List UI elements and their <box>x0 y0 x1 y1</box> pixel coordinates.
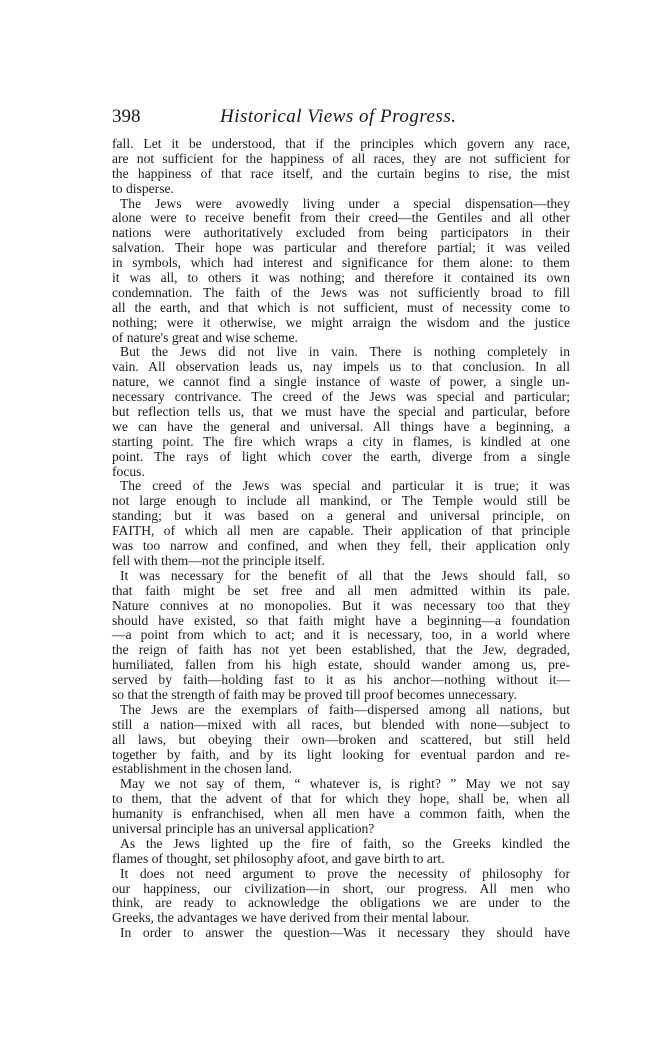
text-line: it was all, to others it was nothing; and therefore it contained its own <box>112 270 570 286</box>
text-line: flames of thought, set philosophy afoot, and gave birth to art. <box>112 850 445 866</box>
text-line: As the Jews lighted up the fire of faith, so the Greeks kindled the <box>120 835 570 851</box>
text-line: —a point from which to act; and it is necessary, too, in a world where <box>112 627 570 643</box>
text-line: fall. Let it be understood, that if the principles which govern any race, <box>112 136 570 151</box>
text-line: the reign of faith has not yet been established, that the Jew, degraded, <box>112 642 570 658</box>
text-line: The Jews were avowedly living under a special dispensation—they <box>120 195 570 211</box>
text-line: the happiness of that race itself, and the curtain begins to rise, the mist <box>112 165 570 181</box>
text-line: to disperse. <box>112 180 174 196</box>
text-line: The creed of the Jews was special and particular it is true; it was <box>120 478 570 494</box>
text-line: standing; but it was based on a general and universal principle, on <box>112 508 570 524</box>
text-line: Greeks, the advantages we have derived from their mental labour. <box>112 910 470 926</box>
text-line: May we not say of them, “ whatever is, is right? ” May we not say <box>120 776 570 792</box>
text-line: focus. <box>112 463 145 479</box>
running-title: Historical Views of Progress. <box>220 106 457 127</box>
text-line: nothing; were it otherwise, we might arraign the wisdom and the justice <box>112 314 570 330</box>
text-line: served by faith—holding fast to it as his anchor—nothing without it— <box>112 672 570 688</box>
text-line: humanity is enfranchised, when all men have a common faith, when the <box>112 806 570 822</box>
text-line: condemnation. The faith of the Jews was not sufficiently broad to fill <box>112 284 570 300</box>
text-line: establishment in the chosen land. <box>112 761 293 777</box>
text-line: In order to answer the question—Was it necessary they should have <box>120 925 570 941</box>
text-line: alone were to receive benefit from their creed—the Gentiles and all other <box>112 210 570 226</box>
text-line: nations were authoritatively excluded from being participators in their <box>112 225 570 241</box>
text-line: but reflection tells us, that we must have the special and particular, before <box>112 404 570 420</box>
text-line: nature, we cannot find a single instance of waste of power, a single un- <box>112 374 570 390</box>
text-line: that faith might be set free and all men admitted within its pale. <box>112 582 570 598</box>
text-line: was too narrow and confined, and when they fell, their application only <box>112 538 570 554</box>
text-line: point. The rays of light which cover the earth, diverge from a single <box>112 448 570 464</box>
text-line: so that the strength of faith may be proved till proof becomes unnecessary. <box>112 686 517 702</box>
text-line: in symbols, which had interest and significance for them alone: to them <box>112 255 570 271</box>
text-line: still a nation—mixed with all races, but blended with none—subject to <box>112 716 570 732</box>
text-line: should have existed, so that faith might have a beginning—a foundation <box>112 612 570 628</box>
page-header <box>112 106 572 130</box>
text-line: necessary contrivance. The creed of the Jews was special and particular; <box>112 389 570 405</box>
text-line: think, are ready to acknowledge the obligations we are under to the <box>112 895 570 911</box>
page-number: 398 <box>112 106 141 127</box>
text-line: not large enough to include all mankind, or The Temple would still be <box>112 493 570 509</box>
text-line: FAITH, of which all men are capable. Their application of that principle <box>112 523 570 539</box>
text-line: fell with them—not the principle itself. <box>112 552 325 568</box>
text-line: our happiness, our civilization—in short, our progress. All men who <box>112 880 570 896</box>
text-line: vain. All observation leads us, nay impels us to that conclusion. In all <box>112 359 570 375</box>
text-line: The Jews are the exemplars of faith—dispersed among all nations, but <box>120 701 570 717</box>
text-line: together by faith, and by its light looking for eventual pardon and re- <box>112 746 570 762</box>
text-line: all laws, but obeying their own—broken and scattered, but still held <box>112 731 570 747</box>
text-line: to them, that the advent of that for which they hope, shall be, when all <box>112 791 570 807</box>
text-line: are not sufficient for the happiness of all races, they are not sufficient for <box>112 150 570 166</box>
text-line: universal principle has an universal application? <box>112 820 375 836</box>
text-line: It was necessary for the benefit of all that the Jews should fall, so <box>120 567 570 583</box>
text-line: salvation. Their hope was particular and therefore partial; it was veiled <box>112 240 570 256</box>
text-line: Nature connives at no monopolies. But it was necessary too that they <box>112 597 570 613</box>
text-line: of nature's great and wise scheme. <box>112 329 298 345</box>
text-line: all the earth, and that which is not sufficient, must of necessity come to <box>112 299 570 315</box>
text-line: It does not need argument to prove the necessity of philosophy for <box>120 865 570 881</box>
body-text <box>112 137 570 941</box>
text-line: starting point. The fire which wraps a city in flames, is kindled at one <box>112 433 570 449</box>
text-line: we can have the general and universal. All things have a beginning, a <box>112 418 570 434</box>
text-line: humiliated, fallen from his high estate, should wander among us, pre- <box>112 657 570 673</box>
text-line: But the Jews did not live in vain. There is nothing completely in <box>120 344 570 360</box>
